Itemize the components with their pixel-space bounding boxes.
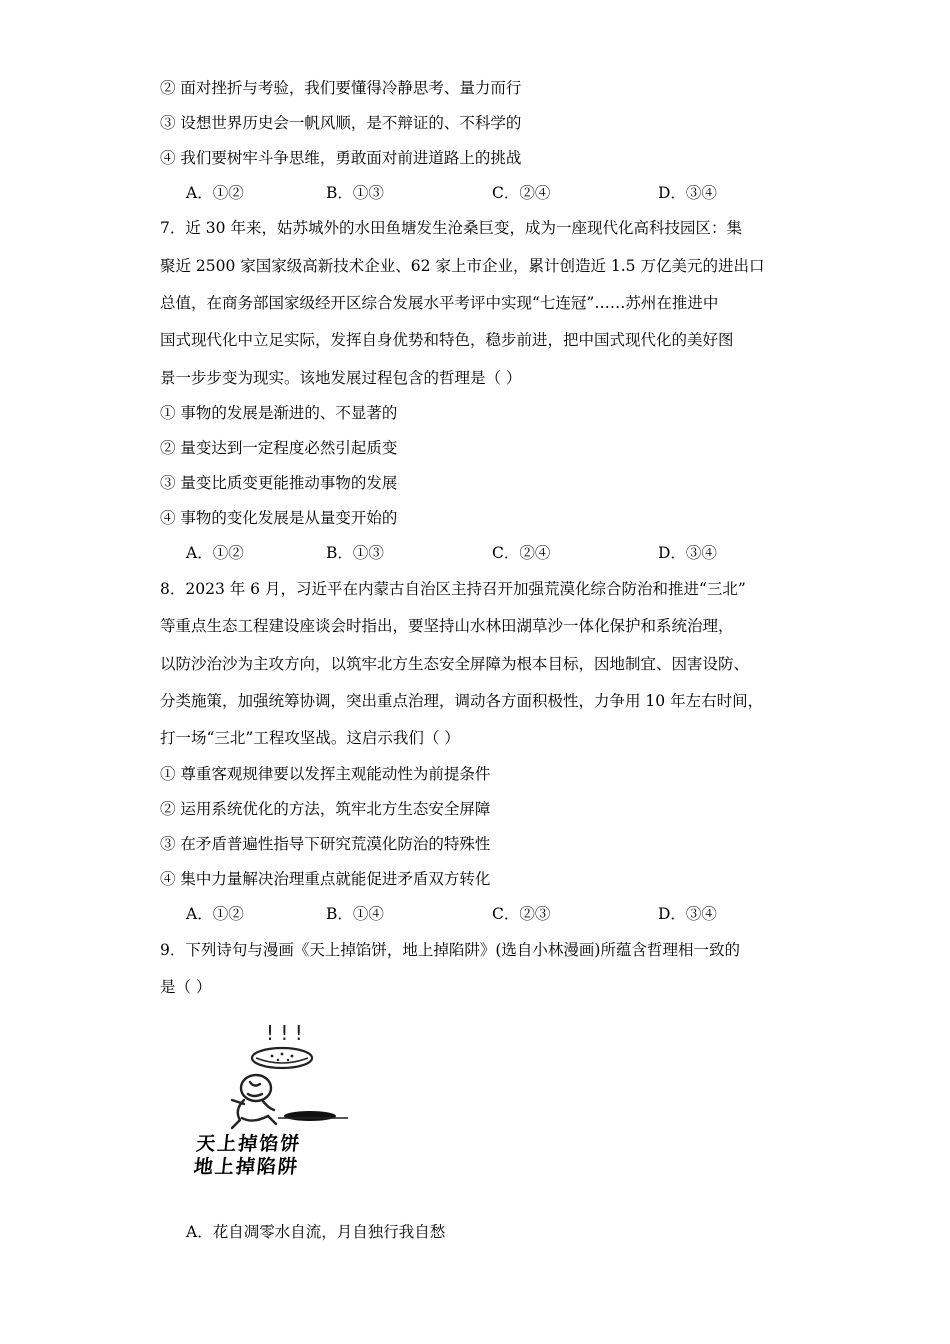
q8-stem-line: 8．2023 年 6 月，习近平在内蒙古自治区主持召开加强荒漠化综合防治和推进“三北” [160, 580, 746, 598]
q9-stem-line: 是（ ） [160, 978, 212, 996]
q6-option-d[interactable]: D．③④ [658, 184, 717, 202]
q6-option-a[interactable]: A．①② [186, 184, 244, 202]
q8-statement-2: ② 运用系统优化的方法，筑牢北方生态安全屏障 [160, 800, 491, 818]
cartoon-exclamation: ! ! ! [266, 1021, 303, 1045]
q8-stem-line: 以防沙治沙为主攻方向，以筑牢北方生态安全屏障为根本目标，因地制宜、因害设防、 [160, 655, 750, 673]
q7-option-b[interactable]: B．①③ [326, 544, 384, 562]
q8-statement-3: ③ 在矛盾普遍性指导下研究荒漠化防治的特殊性 [160, 835, 491, 853]
trap-icon [278, 1111, 348, 1121]
q8-option-d[interactable]: D．③④ [658, 905, 717, 923]
cartoon-caption-line: 地上掉陷阱 [192, 1156, 301, 1178]
q8-statement-1: ① 尊重客观规律要以发挥主观能动性为前提条件 [160, 765, 491, 783]
q8-statement-4: ④ 集中力量解决治理重点就能促进矛盾双方转化 [160, 870, 491, 888]
q8-stem-line: 等重点生态工程建设座谈会时指出，要坚持山水林田湖草沙一体化保护和系统治理， [160, 617, 734, 635]
pie-icon [252, 1048, 312, 1068]
q6-statement-2: ② 面对挫折与考验，我们要懂得冷静思考、量力而行 [160, 79, 522, 97]
q8-option-a[interactable]: A．①② [186, 905, 244, 923]
q7-stem-line: 聚近 2500 家国家级高新技术企业、62 家上市企业，累计创造近 1.5 万亿美元的进出口 [160, 257, 765, 275]
q7-statement-1: ① 事物的发展是渐进的、不显著的 [160, 404, 398, 422]
q6-option-b[interactable]: B．①③ [326, 184, 384, 202]
q7-option-d[interactable]: D．③④ [658, 544, 717, 562]
q7-stem-line: 总值，在商务部国家级经开区综合发展水平考评中实现“七连冠”……苏州在推进中 [160, 294, 719, 312]
q6-statement-3: ③ 设想世界历史会一帆风顺，是不辩证的、不科学的 [160, 114, 522, 132]
cartoon-drawing [190, 1018, 390, 1133]
q8-stem-line: 打一场“三北”工程攻坚战。这启示我们（ ） [160, 729, 460, 747]
q7-stem-line: 国式现代化中立足实际，发挥自身优势和特色，稳步前进，把中国式现代化的美好图 [160, 331, 734, 349]
q7-stem-line: 7．近 30 年来，姑苏城外的水田鱼塘发生沧桑巨变，成为一座现代化高科技园区：集 [160, 219, 742, 237]
q7-option-c[interactable]: C．②④ [492, 544, 551, 562]
q7-statement-2: ② 量变达到一定程度必然引起质变 [160, 439, 398, 457]
q9-option-a[interactable]: A．花自凋零水自流，月自独行我自愁 [186, 1223, 446, 1241]
q7-statement-3: ③ 量变比质变更能推动事物的发展 [160, 474, 398, 492]
q7-statement-4: ④ 事物的变化发展是从量变开始的 [160, 509, 398, 527]
q6-statement-4: ④ 我们要树牢斗争思维，勇敢面对前进道路上的挑战 [160, 149, 522, 167]
q7-stem-line: 景一步步变为现实。该地发展过程包含的哲理是（ ） [160, 369, 522, 387]
cartoon-caption-line: 天上掉馅饼 [195, 1133, 303, 1155]
q8-option-b[interactable]: B．①④ [326, 905, 384, 923]
q7-option-a[interactable]: A．①② [186, 544, 244, 562]
q8-stem-line: 分类施策，加强统筹协调，突出重点治理，调动各方面积极性，力争用 10 年左右时间， [160, 692, 764, 710]
q9-stem-line: 9．下列诗句与漫画《天上掉馅饼，地上掉陷阱》(选自小林漫画)所蕴含哲理相一致的 [160, 941, 740, 959]
q6-option-c[interactable]: C．②④ [492, 184, 551, 202]
person-icon [232, 1075, 276, 1128]
q8-option-c[interactable]: C．②③ [492, 905, 551, 923]
cartoon-caption [193, 1133, 303, 1179]
